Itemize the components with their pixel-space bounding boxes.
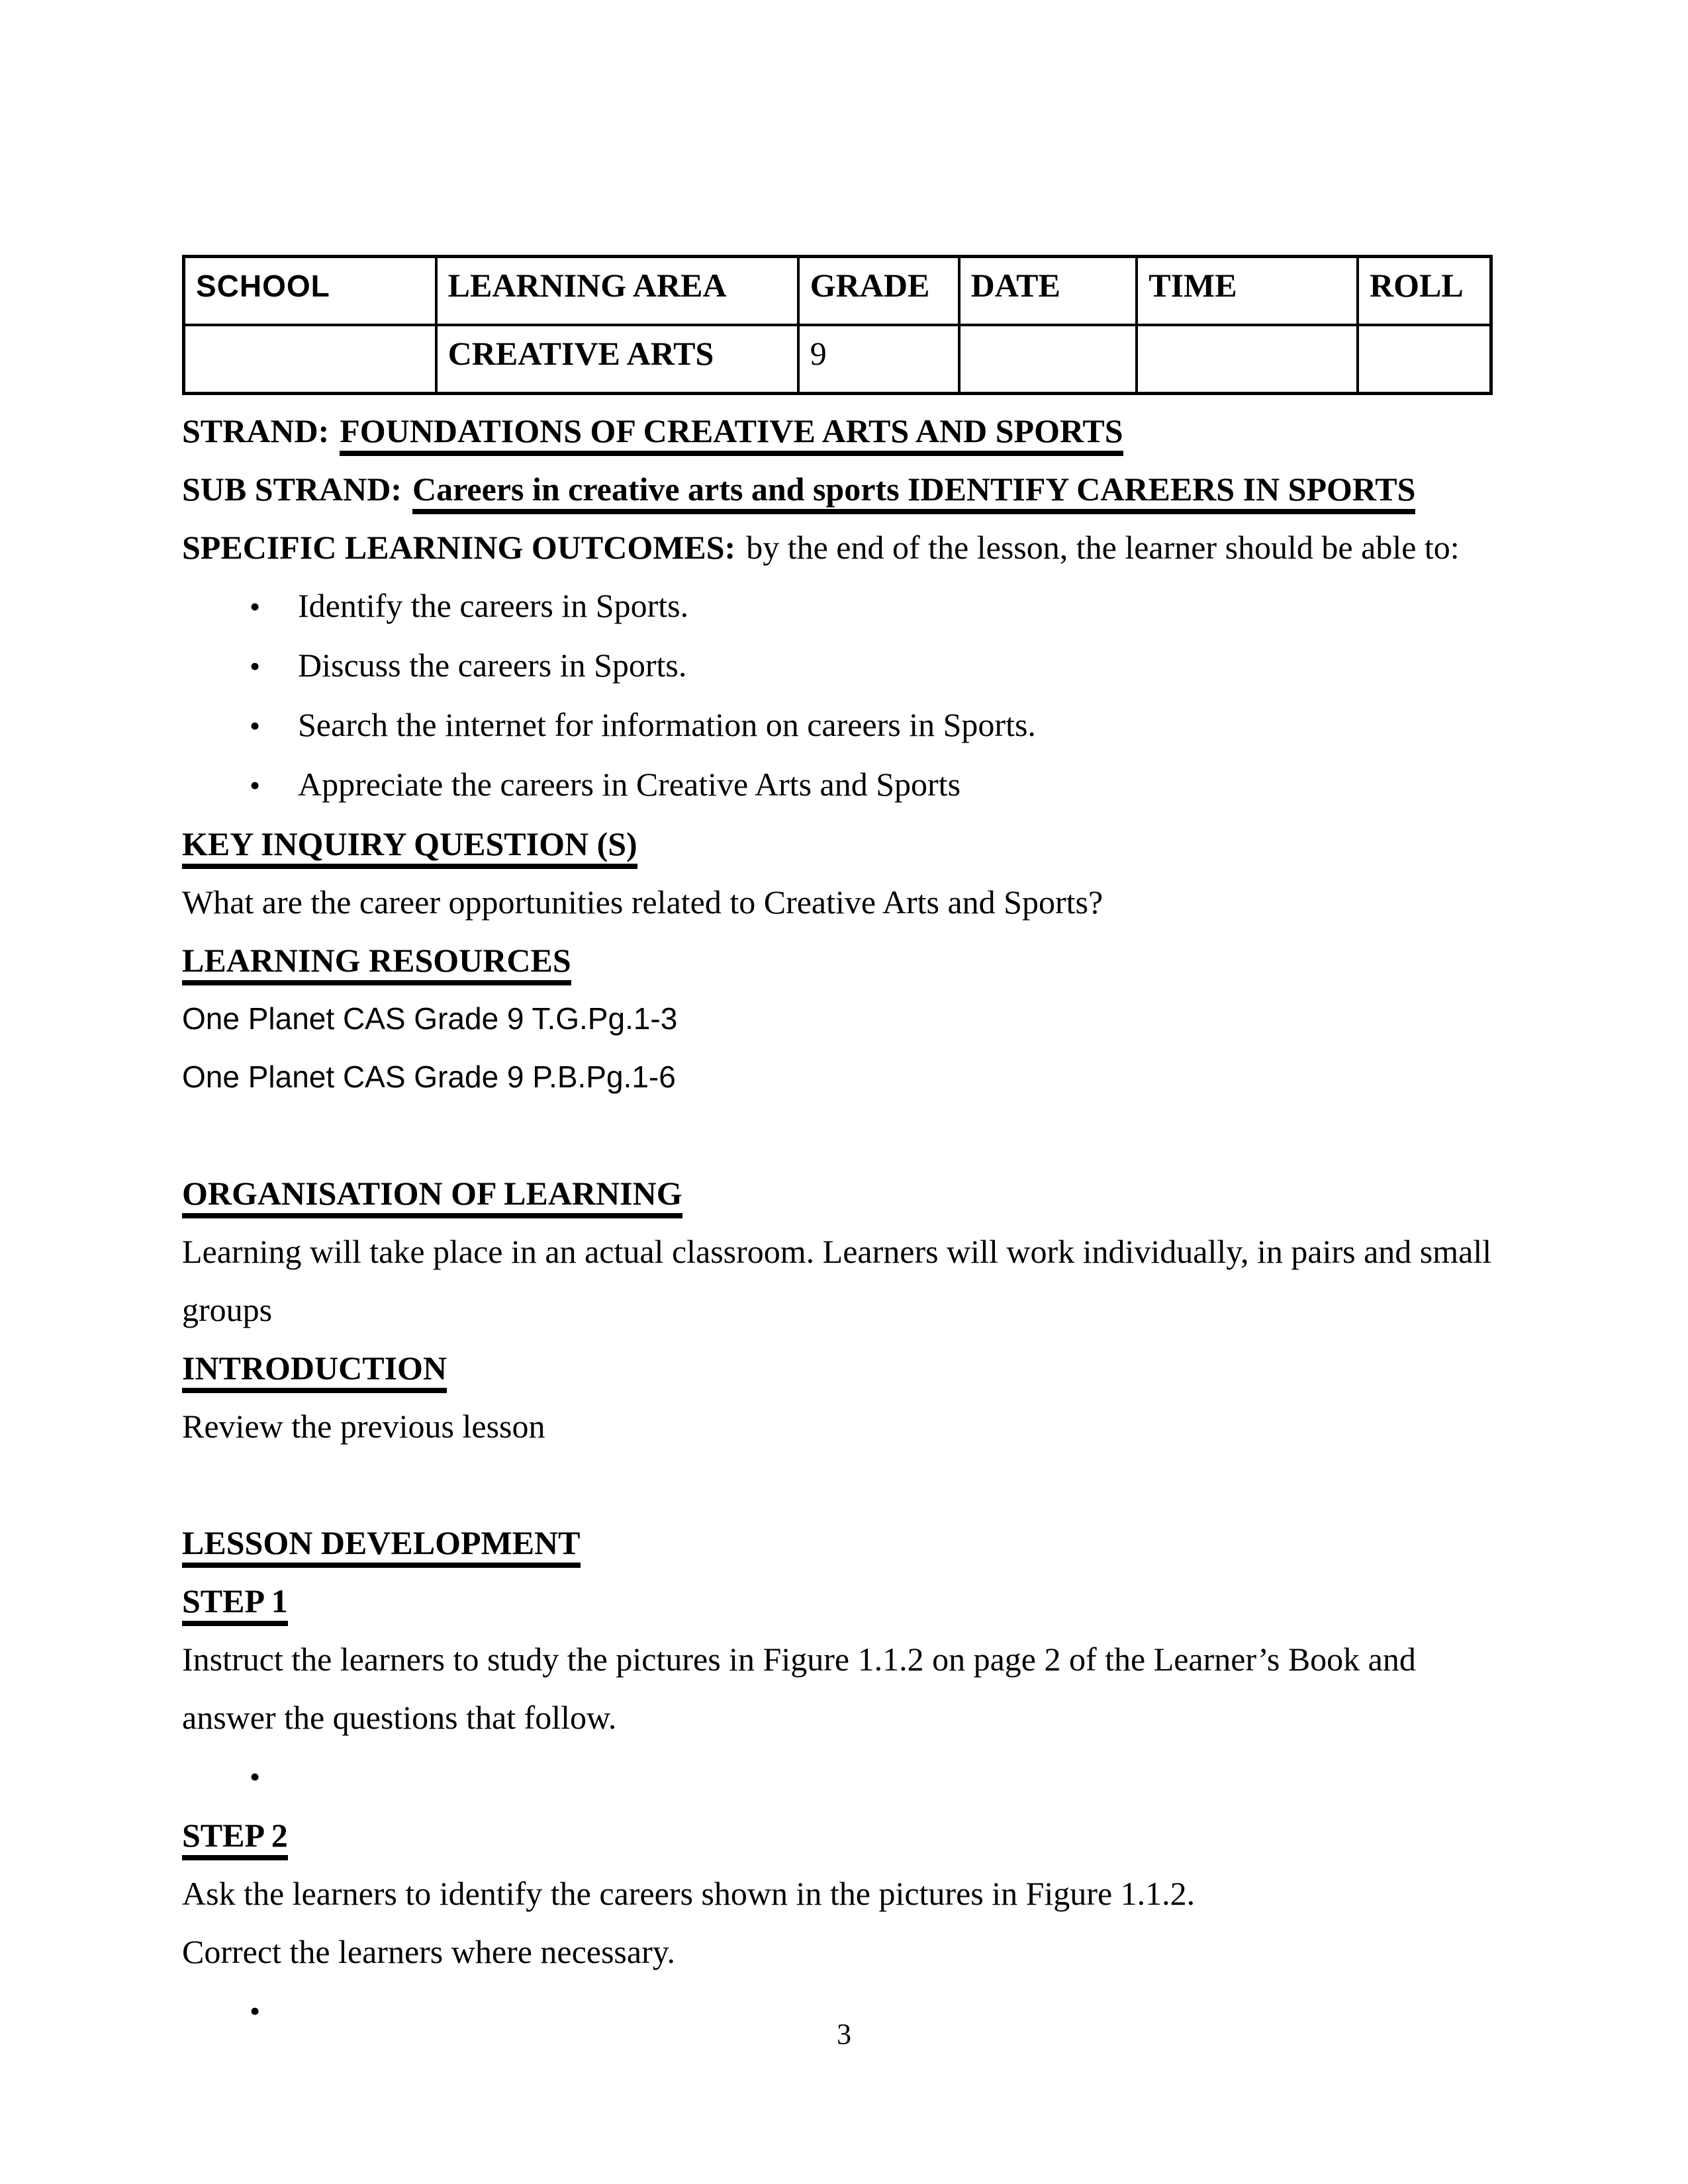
sub-strand-value: Careers in creative arts and sports IDENTIFY CAREERS IN SPORTS xyxy=(412,471,1415,514)
key-inquiry-heading: KEY INQUIRY QUESTION (S) xyxy=(182,825,637,869)
step2-body: Correct the learners where necessary. xyxy=(182,1933,675,1970)
lesson-development-heading-line xyxy=(182,1514,1493,1572)
header-cell-time: TIME xyxy=(1137,257,1358,326)
step-heading-line xyxy=(182,1572,1493,1630)
blank-line xyxy=(182,1455,1493,1514)
organisation-heading: ORGANISATION OF LEARNING xyxy=(182,1175,682,1218)
learning-resources-heading-line xyxy=(182,931,1493,989)
step1-body: Instruct the learners to study the pictures in Figure 1.1.2 on page 2 of the Learner’s Book and answer the questions that follow. xyxy=(182,1641,1416,1736)
learning-resources-heading: LEARNING RESOURCES xyxy=(182,942,571,985)
header-cell-learning-area: LEARNING AREA xyxy=(436,257,798,326)
organisation-body: Learning will take place in an actual classroom. Learners will work individually, in pairs and small groups xyxy=(182,1233,1492,1328)
value-cell-time xyxy=(1137,325,1358,394)
outcome-bullet-item xyxy=(182,696,1493,755)
strand-label: STRAND: xyxy=(182,412,330,449)
step-heading-line xyxy=(182,1806,1493,1864)
header-cell-roll: ROLL xyxy=(1358,257,1491,326)
outcomes-line xyxy=(182,518,1493,576)
introduction-body: Review the previous lesson xyxy=(182,1408,545,1445)
value-cell-roll xyxy=(1358,325,1491,394)
lesson-info-table xyxy=(182,255,1493,395)
value-cell-grade: 9 xyxy=(798,325,959,394)
blank-line xyxy=(182,1106,1493,1164)
step1-heading: STEP 1 xyxy=(182,1582,288,1626)
header-cell-school xyxy=(184,257,436,326)
value-cell-learning-area: CREATIVE ARTS xyxy=(436,325,798,394)
introduction-heading: INTRODUCTION xyxy=(182,1349,447,1393)
outcome-bullet-item xyxy=(182,576,1493,636)
strand-line xyxy=(182,402,1493,460)
bullet-icon: • xyxy=(250,709,261,743)
key-inquiry-heading-line xyxy=(182,815,1493,873)
sub-strand-label: SUB STRAND: xyxy=(182,471,402,508)
bullet-icon: • xyxy=(250,1994,261,2028)
outcome-text: Search the internet for information on careers in Sports. xyxy=(298,706,1036,743)
school-header-label: SCHOOL xyxy=(196,269,330,303)
header-cell-date: DATE xyxy=(959,257,1137,326)
header-cell-grade: GRADE xyxy=(798,257,959,326)
value-cell-date xyxy=(959,325,1137,394)
key-inquiry-question: What are the career opportunities related to Creative Arts and Sports? xyxy=(182,884,1103,921)
document-body xyxy=(182,402,1493,2040)
bullet-icon: • xyxy=(250,768,261,802)
introduction-heading-line xyxy=(182,1339,1493,1397)
organisation-heading-line xyxy=(182,1164,1493,1222)
outcome-text: Discuss the careers in Sports. xyxy=(298,647,687,684)
step1-empty-bullet xyxy=(182,1747,1493,1806)
resource-item: One Planet CAS Grade 9 T.G.Pg.1-3 xyxy=(182,1001,678,1036)
value-cell-school xyxy=(184,325,436,394)
outcomes-intro: by the end of the lesson, the learner should be able to: xyxy=(746,529,1460,566)
outcome-text: Appreciate the careers in Creative Arts and Sports xyxy=(298,766,961,803)
step2-heading: STEP 2 xyxy=(182,1817,288,1860)
resource-item: One Planet CAS Grade 9 P.B.Pg.1-6 xyxy=(182,1060,676,1094)
bullet-icon: • xyxy=(250,649,261,683)
outcome-bullet-item xyxy=(182,755,1493,815)
outcome-bullet-item xyxy=(182,636,1493,696)
table-header-row xyxy=(184,257,1491,326)
step2-body: Ask the learners to identify the careers shown in the pictures in Figure 1.1.2. xyxy=(182,1875,1196,1912)
bullet-icon: • xyxy=(250,1760,261,1794)
table-value-row xyxy=(184,325,1491,394)
sub-strand-line xyxy=(182,460,1493,518)
strand-value: FOUNDATIONS OF CREATIVE ARTS AND SPORTS xyxy=(340,412,1123,456)
outcome-text: Identify the careers in Sports. xyxy=(298,587,689,624)
page-number: 3 xyxy=(837,2018,851,2050)
outcomes-label: SPECIFIC LEARNING OUTCOMES: xyxy=(182,529,736,566)
bullet-icon: • xyxy=(250,590,261,623)
lesson-development-heading: LESSON DEVELOPMENT xyxy=(182,1524,581,1568)
